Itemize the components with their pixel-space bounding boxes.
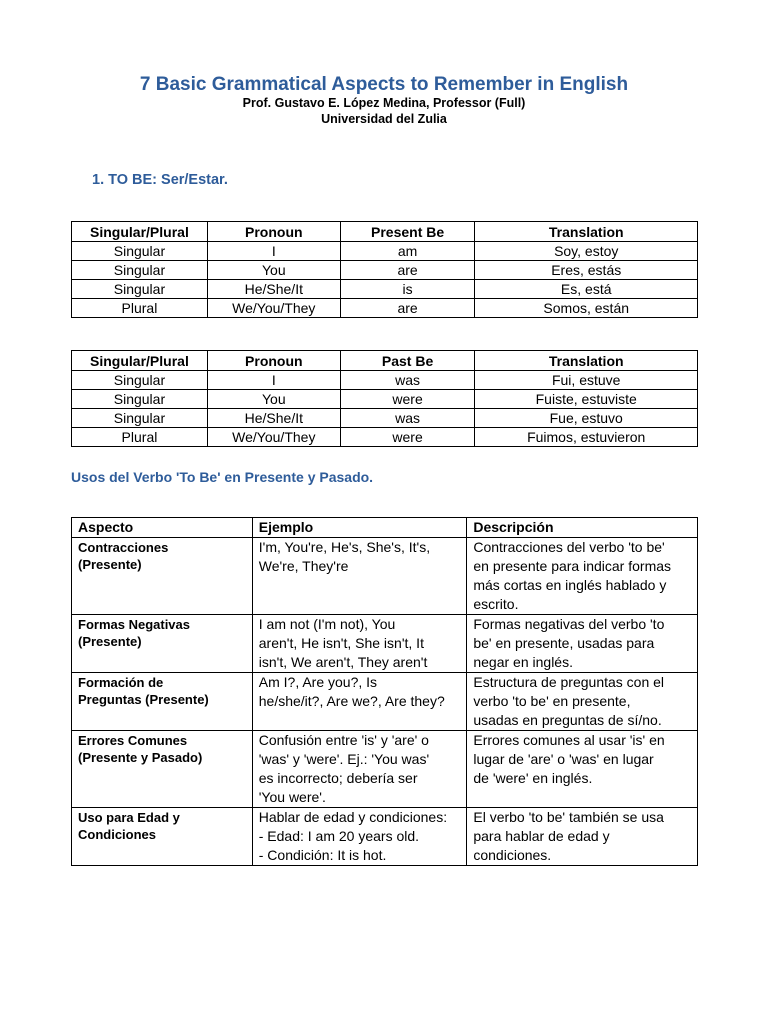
past-be-table	[71, 350, 698, 447]
example-cell	[252, 538, 467, 615]
description-cell	[467, 538, 698, 615]
table-cell: Singular	[72, 390, 208, 409]
table-row	[72, 538, 698, 615]
table-cell: was	[340, 409, 475, 428]
cell-line: isn't, We aren't, They aren't	[258, 654, 428, 670]
cell-line: he/she/it?, Are we?, Are they?	[258, 693, 445, 709]
cell-line: escrito.	[473, 596, 519, 612]
cell-line: Condiciones	[78, 827, 157, 842]
table-cell: Singular	[72, 409, 208, 428]
section-heading-to-be: 1. TO BE: Ser/Estar.	[92, 172, 228, 188]
table-cell: You	[207, 261, 340, 280]
cell-line: Contracciones	[78, 540, 169, 555]
author-line: Prof. Gustavo E. López Medina, Professor (Full)	[242, 96, 526, 110]
description-cell	[467, 673, 698, 731]
cell-line: be' en presente, usadas para	[473, 635, 655, 651]
table-header-row	[72, 518, 698, 538]
column-header: Singular/Plural	[72, 351, 208, 371]
table-cell: I	[207, 371, 340, 390]
cell-line: El verbo 'to be' también se usa	[473, 809, 664, 825]
table-cell: is	[340, 280, 475, 299]
table-cell: He/She/It	[207, 409, 340, 428]
cell-line: Uso para Edad y	[78, 810, 180, 825]
example-cell	[252, 673, 467, 731]
table-cell: Plural	[72, 428, 208, 447]
cell-line: I am not (I'm not), You	[258, 616, 396, 632]
table-row	[72, 731, 698, 808]
cell-line: negar en inglés.	[473, 654, 573, 670]
table-row	[72, 673, 698, 731]
cell-line: I'm, You're, He's, She's, It's,	[258, 539, 431, 555]
column-header: Translation	[475, 222, 698, 242]
cell-line: de 'were' en inglés.	[473, 770, 593, 786]
cell-line: (Presente)	[78, 557, 142, 572]
aspect-cell	[72, 538, 253, 615]
table-cell: was	[340, 371, 475, 390]
usos-table	[71, 517, 698, 866]
present-be-table	[71, 221, 698, 318]
table-cell: We/You/They	[207, 299, 340, 318]
table-header-row	[72, 351, 698, 371]
aspect-cell	[72, 673, 253, 731]
column-header: Pronoun	[207, 222, 340, 242]
table-cell: am	[340, 242, 475, 261]
table-cell: Singular	[72, 261, 208, 280]
table-row	[72, 371, 698, 390]
cell-line: usadas en preguntas de sí/no.	[473, 712, 662, 728]
column-header: Translation	[475, 351, 698, 371]
table-cell: He/She/It	[207, 280, 340, 299]
cell-line: We're, They're	[258, 558, 349, 574]
cell-line: 'You were'.	[258, 789, 326, 805]
column-header: Descripción	[467, 518, 698, 538]
cell-line: lugar de 'are' o 'was' en lugar	[473, 751, 654, 767]
table-cell: were	[340, 390, 475, 409]
cell-line: verbo 'to be' en presente,	[473, 693, 631, 709]
table-cell: Fuimos, estuvieron	[475, 428, 698, 447]
cell-line: es incorrecto; debería ser	[258, 770, 418, 786]
table-cell: Eres, estás	[475, 261, 698, 280]
cell-line: - Condición: It is hot.	[258, 847, 387, 863]
table-cell: Fuiste, estuviste	[475, 390, 698, 409]
cell-line: Contracciones del verbo 'to be'	[473, 539, 665, 555]
table-row	[72, 808, 698, 866]
aspect-cell	[72, 615, 253, 673]
example-cell	[252, 731, 467, 808]
table-row	[72, 261, 698, 280]
cell-line: Hablar de edad y condiciones:	[258, 809, 448, 825]
table-row	[72, 615, 698, 673]
example-cell	[252, 808, 467, 866]
aspect-cell	[72, 731, 253, 808]
institution-line: Universidad del Zulia	[321, 112, 447, 126]
description-cell	[467, 808, 698, 866]
cell-line: Formas Negativas	[78, 617, 190, 632]
table-cell: Somos, están	[475, 299, 698, 318]
column-header: Past Be	[340, 351, 475, 371]
table-row	[72, 280, 698, 299]
column-header: Ejemplo	[252, 518, 467, 538]
table-cell: Singular	[72, 280, 208, 299]
document-title: 7 Basic Grammatical Aspects to Remember in English	[139, 74, 629, 95]
table-cell: Fue, estuvo	[475, 409, 698, 428]
cell-line: Errores comunes al usar 'is' en	[473, 732, 665, 748]
table-row	[72, 390, 698, 409]
description-cell	[467, 615, 698, 673]
cell-line: aren't, He isn't, She isn't, It	[258, 635, 424, 651]
example-cell	[252, 615, 467, 673]
cell-line: Formación de	[78, 675, 164, 690]
description-cell	[467, 731, 698, 808]
table-cell: Es, está	[475, 280, 698, 299]
table-row	[72, 409, 698, 428]
aspect-cell	[72, 808, 253, 866]
cell-line: Formas negativas del verbo 'to	[473, 616, 665, 632]
cell-line: Estructura de preguntas con el	[473, 674, 665, 690]
table-cell: We/You/They	[207, 428, 340, 447]
cell-line: para hablar de edad y	[473, 828, 610, 844]
table-cell: were	[340, 428, 475, 447]
cell-line: (Presente y Pasado)	[78, 750, 203, 765]
cell-line: (Presente)	[78, 634, 142, 649]
cell-line: 'was' y 'were'. Ej.: 'You was'	[258, 751, 430, 767]
table-row	[72, 428, 698, 447]
table-cell: Singular	[72, 371, 208, 390]
table-cell: Plural	[72, 299, 208, 318]
table-cell: are	[340, 261, 475, 280]
column-header: Singular/Plural	[72, 222, 208, 242]
cell-line: Confusión entre 'is' y 'are' o	[258, 732, 429, 748]
cell-line: Am I?, Are you?, Is	[258, 674, 378, 690]
column-header: Pronoun	[207, 351, 340, 371]
table-cell: are	[340, 299, 475, 318]
column-header: Present Be	[340, 222, 475, 242]
usos-heading: Usos del Verbo 'To Be' en Presente y Pasado.	[71, 469, 374, 485]
cell-line: condiciones.	[473, 847, 552, 863]
cell-line: Errores Comunes	[78, 733, 188, 748]
table-header-row	[72, 222, 698, 242]
table-cell: I	[207, 242, 340, 261]
table-cell: Soy, estoy	[475, 242, 698, 261]
column-header: Aspecto	[72, 518, 253, 538]
table-cell: Fui, estuve	[475, 371, 698, 390]
table-row	[72, 242, 698, 261]
cell-line: más cortas en inglés hablado y	[473, 577, 667, 593]
cell-line: en presente para indicar formas	[473, 558, 672, 574]
cell-line: Preguntas (Presente)	[78, 692, 209, 707]
cell-line: - Edad: I am 20 years old.	[258, 828, 420, 844]
table-cell: Singular	[72, 242, 208, 261]
table-cell: You	[207, 390, 340, 409]
table-row	[72, 299, 698, 318]
